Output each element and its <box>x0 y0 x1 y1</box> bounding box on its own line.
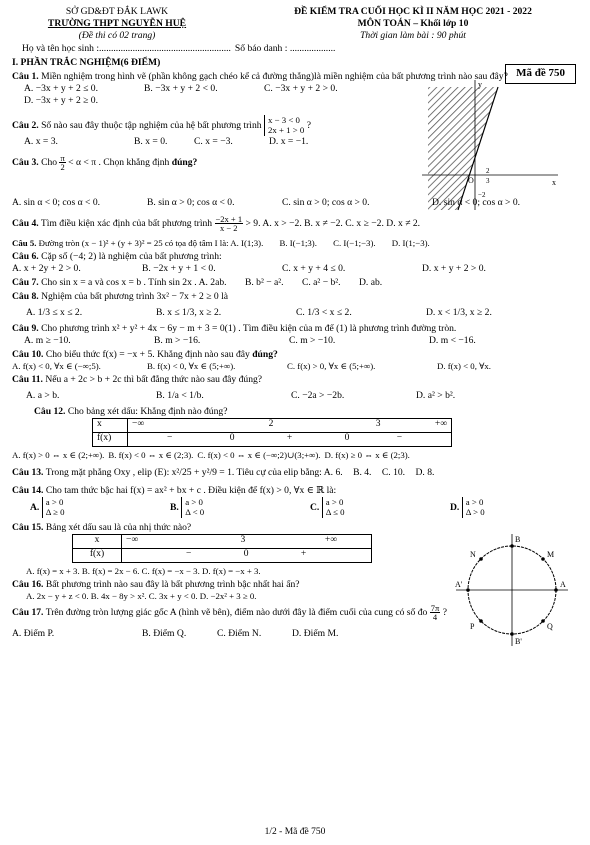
q4-options-inline <box>262 218 420 229</box>
q12-option-c[interactable]: C. f(x) < 0 ⇔ x ∈ (−∞;2)∪(3;+∞). <box>197 449 321 460</box>
question-10 <box>12 349 578 361</box>
q9-option-b[interactable]: B. m > −16. <box>154 334 201 346</box>
q14-option-d[interactable] <box>450 497 550 518</box>
q6-options <box>12 263 578 275</box>
q12-cell <box>128 418 452 432</box>
q2-label: Câu 2. <box>12 119 39 131</box>
q3-option-c[interactable]: C. sin α > 0; cos α > 0. <box>282 196 370 208</box>
q16-option-c[interactable]: C. 3x + y < 0. <box>148 590 198 601</box>
q3-option-a[interactable]: A. sin α < 0; cos α < 0. <box>12 196 101 208</box>
q4-option-b[interactable]: B. x ≠ −2. <box>304 218 343 230</box>
q7-option-d[interactable]: D. ab. <box>358 276 383 288</box>
q2-option-a[interactable]: A. x = 3. <box>24 135 58 147</box>
q6-label: Câu 6. <box>12 250 39 262</box>
q15-neg-inf: −∞ <box>126 535 139 546</box>
q8-option-c[interactable]: C. 1/3 < x ≤ 2. <box>296 306 352 318</box>
q17-num: 7π <box>430 602 440 613</box>
q10-emphasis: đúng? <box>252 348 278 360</box>
q1-option-d[interactable]: D. −3x + y + 2 ≥ 0. <box>24 94 98 106</box>
q13-option-c[interactable]: C. 10. <box>381 466 406 478</box>
q10-options <box>12 361 578 372</box>
q1-option-b[interactable]: B. −3x + y + 2 < 0. <box>144 82 218 94</box>
q9-option-d[interactable]: D. m < −16. <box>429 334 476 346</box>
q3-option-d[interactable]: D. sin α < 0; cos α > 0. <box>432 196 521 208</box>
q3-label: Câu 3. <box>12 157 39 169</box>
neg-tick: −2 <box>478 190 486 199</box>
q8-option-b[interactable]: B. x ≤ 1/3, x ≥ 2. <box>156 306 222 318</box>
subject: MÔN TOÁN – Khối lớp 10 <box>357 17 469 29</box>
q15-cell: f(x) <box>73 548 122 562</box>
header-left <box>12 6 222 42</box>
q10-option-c[interactable]: C. f(x) > 0, ∀x ∈ (5;+∞). <box>287 360 376 371</box>
q11-option-a[interactable]: A. a > b. <box>26 389 60 401</box>
q14-b-line2: Δ < 0 <box>185 507 205 518</box>
q14-b-line1: a > 0 <box>185 496 203 507</box>
q14-letter-d: D. <box>450 501 460 513</box>
q8-label: Câu 8. <box>12 290 39 302</box>
q4-label: Câu 4. <box>12 218 39 230</box>
origin-label: O <box>468 175 474 185</box>
point-a-prime <box>466 588 470 592</box>
y-label: y <box>478 79 482 89</box>
label-a-prime: A' <box>455 579 463 589</box>
q2-tail: ? <box>306 119 311 131</box>
header <box>12 6 578 42</box>
q3-post: < α < π . Chọn khẳng định <box>68 157 170 169</box>
q12-cell: x <box>93 418 128 432</box>
q2-option-d[interactable]: D. x = −1. <box>269 135 309 147</box>
q4-text: Tìm điều kiện xác định của bất phương trình <box>40 218 213 230</box>
q17-tail: ? <box>442 606 447 618</box>
q17-option-b[interactable]: B. Điểm Q. <box>142 627 187 639</box>
q17-text: Trên đường tròn lượng giác gốc A (hình vẽ bên), điểm nào dưới đây là điểm cuối của cung có số đo <box>45 606 428 618</box>
q4-den: x − 2 <box>220 223 238 234</box>
point-a <box>554 588 558 592</box>
q12-options <box>12 450 578 461</box>
q14-a-line1: a > 0 <box>45 496 64 507</box>
q14-d-line1: a > 0 <box>465 496 484 507</box>
q3-num: π <box>60 152 65 163</box>
label-p: P <box>470 621 475 631</box>
q15-option-a[interactable]: A. f(x) = x + 3. <box>26 565 80 576</box>
q11-option-d[interactable]: D. a² > b². <box>416 389 456 401</box>
q4-num: −2x + 1 <box>215 213 243 224</box>
q3-pre: Cho <box>41 157 58 169</box>
q15-sign: + <box>300 549 307 560</box>
q15-q17-block <box>12 520 578 650</box>
point-q <box>541 619 545 623</box>
q13-label: Câu 13. <box>12 466 44 478</box>
q1-graph <box>420 75 560 215</box>
page-count: (Đề thi có 02 trang) <box>78 29 156 41</box>
q12-root-3: 3 <box>375 419 381 430</box>
q14-letter-a: A. <box>30 501 40 513</box>
candidate-number-line: Số báo danh : ................... <box>234 42 336 54</box>
point-m <box>541 557 545 561</box>
x-label: x <box>552 177 556 187</box>
question-9 <box>12 323 578 335</box>
q3-options <box>12 197 578 209</box>
q10-option-b[interactable]: B. f(x) < 0, ∀x ∈ (5;+∞). <box>147 360 236 371</box>
q12-option-a[interactable]: A. f(x) > 0 ⇔ x ∈ (2;+∞). <box>12 449 105 460</box>
q14-sys-b <box>181 497 204 518</box>
q13-option-a[interactable]: A. 6. <box>323 466 343 478</box>
label-q: Q <box>547 621 553 631</box>
q9-options <box>24 335 578 347</box>
q9-option-c[interactable]: C. m > −10. <box>289 334 336 346</box>
q15-row-fx <box>73 548 372 562</box>
q2-ineq-2: 2x + 1 > 0 <box>267 125 305 136</box>
q17-options <box>12 628 452 640</box>
q1-option-c[interactable]: C. −3x + y + 2 > 0. <box>264 82 338 94</box>
q6-option-a[interactable]: A. x + 2y + 2 > 0. <box>12 262 81 274</box>
q13-option-b[interactable]: B. 4. <box>353 466 372 478</box>
q17-option-c[interactable]: C. Điểm N. <box>217 627 262 639</box>
q5-option-a[interactable]: A. I(1;3). <box>230 237 264 248</box>
q16-option-d[interactable]: D. −2x² + 3 ≥ 0. <box>199 590 257 601</box>
school: TRƯỜNG THPT NGUYỄN HUỆ <box>47 17 187 29</box>
q14-sys-d <box>462 497 485 518</box>
q15-cell <box>122 534 372 548</box>
q14-a-line2: Δ ≥ 0 <box>45 507 65 518</box>
q15-sign: − <box>186 549 192 560</box>
q9-text: Cho phương trình x² + y² + 4x − 6y − m + 3 = 0(1) . Tìm điều kiện của m để (1) là phương trình đường tròn. <box>41 322 457 334</box>
q14-option-a[interactable] <box>30 497 170 518</box>
q5-option-c[interactable]: C. I(−1;−3). <box>333 237 376 248</box>
q12-root-2: 2 <box>268 419 274 430</box>
q7-text: Cho sin x = a và cos x = b . Tính sin 2x . <box>41 276 197 288</box>
question-11 <box>12 374 578 386</box>
q2-text: Số nào sau đây thuộc tập nghiệm của hệ bất phương trình <box>41 119 262 131</box>
question-14 <box>12 485 578 497</box>
q15-label: Câu 15. <box>12 521 44 533</box>
q9-option-a[interactable]: A. m ≥ −10. <box>24 334 71 346</box>
question-12 <box>34 406 578 418</box>
q12-sign: 0 <box>344 433 350 444</box>
q3-den: 2 <box>60 162 65 173</box>
q12-cell <box>128 432 452 446</box>
q2-options <box>24 136 412 148</box>
q12-label: Câu 12. <box>34 405 66 417</box>
q8-options <box>26 307 578 319</box>
q12-sign-table <box>92 418 452 447</box>
q6-option-d[interactable]: D. x + y + 2 > 0. <box>422 262 486 274</box>
q17-label: Câu 17. <box>12 606 44 618</box>
question-6 <box>12 251 578 263</box>
q14-option-b[interactable] <box>170 497 310 518</box>
q3-emphasis: đúng? <box>171 157 198 169</box>
point-b <box>510 544 514 548</box>
q15-options <box>26 566 452 577</box>
q16-option-b[interactable]: B. 4x − 8y > x². <box>90 590 147 601</box>
question-16 <box>12 579 452 591</box>
q12-sign: 0 <box>229 433 235 444</box>
q2-system <box>264 115 304 136</box>
q12-row-x <box>93 418 452 432</box>
q5-label: Câu 5. <box>12 237 37 248</box>
q14-option-c[interactable] <box>310 497 450 518</box>
label-n: N <box>470 549 476 559</box>
question-7 <box>12 277 578 289</box>
label-b-prime: B' <box>515 636 522 646</box>
q15-pos-inf: +∞ <box>324 535 337 546</box>
q4-fraction <box>215 215 244 233</box>
q15-cell <box>122 548 372 562</box>
question-8 <box>12 291 578 303</box>
q4-option-c[interactable]: C. x ≥ −2. <box>345 218 384 230</box>
q10-label: Câu 10. <box>12 348 44 360</box>
q10-option-d[interactable]: D. f(x) < 0, ∀x. <box>437 360 492 371</box>
department: SỞ GD&ĐT ĐẮK LAWK <box>65 6 169 17</box>
q15-sign: 0 <box>243 549 249 560</box>
q14-c-line1: a > 0 <box>325 496 344 507</box>
q5-option-d[interactable]: D. I(1;−3). <box>391 237 430 248</box>
q7-option-b[interactable]: B. b² − a². <box>244 276 284 288</box>
q14-options <box>30 497 578 518</box>
q6-option-b[interactable]: B. −2x + y + 1 < 0. <box>142 262 216 274</box>
q16-option-a[interactable]: A. 2x − y + z < 0. <box>26 590 89 601</box>
q11-label: Câu 11. <box>12 373 43 385</box>
student-info <box>22 43 578 55</box>
q16-label: Câu 16. <box>12 578 44 590</box>
q12-option-d[interactable]: D. f(x) ≥ 0 ⇔ x ∈ (2;3). <box>324 449 410 460</box>
q15-sign-table <box>72 534 372 563</box>
page-footer: 1/2 - Mã đề 750 <box>264 827 326 838</box>
q12-row-fx <box>93 432 452 446</box>
q7-label: Câu 7. <box>12 276 39 288</box>
q12-pos-inf: +∞ <box>434 419 447 430</box>
q3-fraction <box>59 154 65 172</box>
unit-circle-figure <box>452 530 572 650</box>
q12-option-b[interactable]: B. f(x) < 0 ⇔ x ∈ (2;3). <box>108 449 194 460</box>
q8-option-d[interactable]: D. x < 1/3, x ≥ 2. <box>426 306 492 318</box>
q12-sign: + <box>286 433 293 444</box>
q11-options <box>26 390 578 402</box>
question-17 <box>12 604 452 622</box>
time-limit: Thời gian làm bài : 90 phút <box>360 29 466 41</box>
question-15 <box>12 522 452 534</box>
q17-option-a[interactable]: A. Điểm P. <box>12 627 55 639</box>
q13-option-d[interactable]: D. 8. <box>415 466 435 478</box>
q11-option-b[interactable]: B. 1/a < 1/b. <box>156 389 204 401</box>
x-tick-num: 2 <box>486 166 490 175</box>
q7-option-c[interactable]: C. a² − b². <box>301 276 341 288</box>
q1-left <box>12 83 412 172</box>
q1-text: Miền nghiệm trong hình vẽ (phần không gạch chéo kể cả đường thẳng)là miền nghiệm của bất phương trình nào sau đây? <box>41 70 508 82</box>
q14-letter-b: B. <box>170 501 179 513</box>
q4-option-a[interactable]: A. x > −2. <box>262 218 302 230</box>
q4-post: > 9. <box>245 218 261 230</box>
exam-title: ĐỀ KIỂM TRA CUỐI HỌC KÌ II NĂM HỌC 2021 - 2022 <box>294 6 532 17</box>
q11-text: Nếu a + 2c > b + 2c thì bất đẳng thức nào sau đây đúng? <box>45 373 263 385</box>
question-13 <box>12 467 578 479</box>
q3-option-b[interactable]: B. sin α > 0; cos α < 0. <box>147 196 235 208</box>
point-n <box>479 557 483 561</box>
q14-label: Câu 14. <box>12 484 44 496</box>
q12-neg-inf: −∞ <box>132 419 145 430</box>
label-a: A <box>560 579 566 589</box>
q2-option-c[interactable]: C. x = −3. <box>194 135 233 147</box>
question-2 <box>12 115 412 136</box>
q4-option-d[interactable]: D. x ≠ 2. <box>386 218 421 230</box>
q15-option-d[interactable]: D. f(x) = −x + 3. <box>201 565 261 576</box>
q8-option-a[interactable]: A. 1/3 ≤ x ≤ 2. <box>26 306 83 318</box>
point-p <box>479 619 483 623</box>
q17-fraction <box>430 604 441 622</box>
q15-option-b[interactable]: B. f(x) = 2x − 6. <box>81 565 140 576</box>
q1-body <box>12 79 578 215</box>
q14-letter-c: C. <box>310 501 320 513</box>
question-4 <box>12 215 578 233</box>
q6-text: Cặp số (−4; 2) là nghiệm của bất phương trình: <box>41 250 222 262</box>
question-3 <box>12 154 412 172</box>
label-m: M <box>547 549 555 559</box>
q15-q17-left <box>12 520 452 640</box>
q16-text: Bất phương trình nào sau đây là bất phương trình bậc nhất hai ẩn? <box>45 578 300 590</box>
q12-cell: f(x) <box>93 432 128 446</box>
q17-option-d[interactable]: D. Điểm M. <box>292 627 339 639</box>
q15-text: Bảng xét dấu sau là của nhị thức nào? <box>45 521 192 533</box>
student-name-line: Họ và tên học sinh :....................................................... <box>22 42 231 54</box>
q14-c-line2: Δ ≤ 0 <box>325 507 345 518</box>
q13-text: Trong mặt phẳng Oxy , elip (E): x²/25 + y²/9 = 1. Tiêu cự của elip bằng: <box>45 466 322 478</box>
question-5 <box>12 238 578 249</box>
label-b: B <box>515 534 521 544</box>
q14-sys-c <box>322 497 345 518</box>
hatched-region <box>428 87 498 210</box>
q6-option-c[interactable]: C. x + y + 4 ≤ 0. <box>282 262 346 274</box>
header-right <box>248 6 578 42</box>
q10-option-a[interactable]: A. f(x) < 0, ∀x ∈ (−∞;5). <box>12 360 101 371</box>
q15-option-c[interactable]: C. f(x) = −x − 3. <box>141 565 200 576</box>
q9-label: Câu 9. <box>12 322 39 334</box>
q1-options <box>24 83 412 107</box>
q10-text: Cho biểu thức f(x) = −x + 5. Khẳng định nào sau đây <box>45 348 250 360</box>
q2-ineq-1: x − 3 < 0 <box>267 114 300 125</box>
x-tick-den: 3 <box>486 176 490 185</box>
q16-options <box>26 591 452 602</box>
point-b-prime <box>510 632 514 636</box>
q2-option-b[interactable]: B. x = 0. <box>134 135 168 147</box>
q14-d-line2: Δ > 0 <box>465 507 485 518</box>
q8-text: Nghiệm của bất phương trình 3x² − 7x + 2 ≥ 0 là <box>41 290 229 302</box>
q12-sign: − <box>167 433 173 444</box>
q5-option-b[interactable]: B. I(−1;3). <box>279 237 317 248</box>
q15-cell: x <box>73 534 122 548</box>
q14-text: Cho tam thức bậc hai f(x) = ax² + bx + c . Điều kiện để f(x) > 0, ∀x ∈ ℝ là: <box>45 484 337 496</box>
exam-page <box>0 6 590 845</box>
q1-option-a[interactable]: A. −3x + y + 2 ≤ 0. <box>24 82 98 94</box>
q12-sign: − <box>396 433 403 444</box>
exam-code-box: Mã đề 750 <box>505 64 576 84</box>
q15-root: 3 <box>240 535 246 546</box>
q15-row-x <box>73 534 372 548</box>
q1-label: Câu 1. <box>12 70 39 82</box>
q7-option-a[interactable]: A. 2ab. <box>198 276 227 288</box>
q5-text: Đường tròn (x − 1)² + (y + 3)² = 25 có tọa độ tâm I là: <box>38 237 229 248</box>
q17-den: 4 <box>432 612 438 623</box>
section-title: I. PHẦN TRẮC NGHIỆM(6 ĐIỂM) <box>12 56 161 68</box>
q12-text: Cho bảng xét dấu: Khẳng định nào đúng? <box>67 405 228 417</box>
q14-sys-a <box>42 497 65 518</box>
q11-option-c[interactable]: C. −2a > −2b. <box>291 389 345 401</box>
